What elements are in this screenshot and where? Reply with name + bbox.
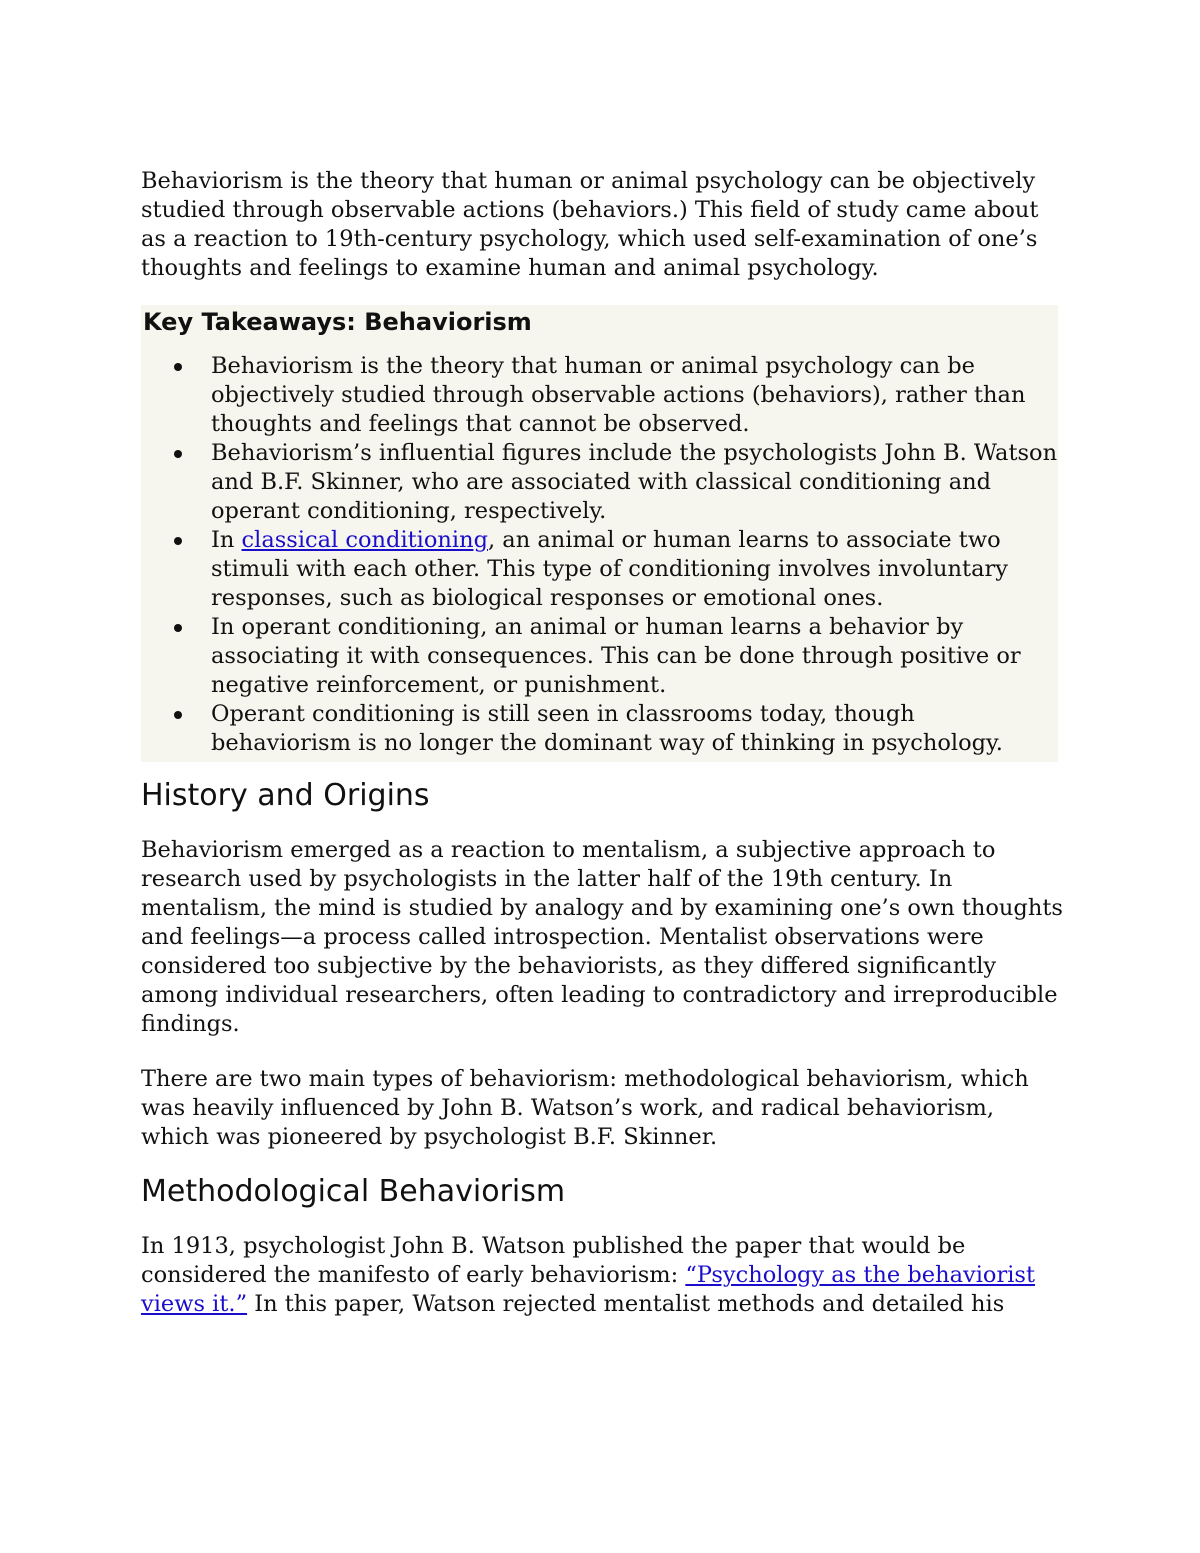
intro-paragraph: Behaviorism is the theory that human or animal psychology can be objectively studied through observable actions (behaviors.) This field of study came about as a reaction to 19th-century psychology, which used self-examination of one’s thoughts and feelings to examine human and animal psychology. xyxy=(141,168,1039,281)
list-item-text: Behaviorism is the theory that human or animal psychology can be objectively studied through observable actions (behaviors), rather than thoughts and feelings that cannot be observed. xyxy=(211,353,1026,437)
paragraph-text-after: In this paper, Watson rejected mentalist methods and detailed his xyxy=(247,1291,1005,1317)
list-item xyxy=(211,700,1058,758)
bullet-icon xyxy=(174,624,182,632)
list-item-text-before: In xyxy=(211,527,242,553)
methodological-heading: Methodological Behaviorism xyxy=(141,1174,566,1209)
methodological-paragraph xyxy=(141,1232,1066,1319)
key-takeaways-title: Key Takeaways: Behaviorism xyxy=(143,308,532,336)
key-takeaways-list xyxy=(141,352,1058,758)
watson-paper-link[interactable]: “Psychology as the behaviorist views it.” xyxy=(141,1262,1035,1317)
bullet-icon xyxy=(174,450,182,458)
history-paragraph-1: Behaviorism emerged as a reaction to mentalism, a subjective approach to research used by psychologists in the latter half of the 19th century. In mentalism, the mind is studied by analogy and by examining one’s own thoughts and feelings—a process called introspection. Mentalist observations were considered too subjective by the behaviorists, as they differed significantly among individual researchers, often leading to contradictory and irreproducible findings. xyxy=(141,837,1063,1037)
list-item-text: Behaviorism’s influential figures include the psychologists John B. Watson and B.F. Skinner, who are associated with classical conditioning and operant conditioning, respectively. xyxy=(211,440,1058,524)
bullet-icon xyxy=(174,363,182,371)
list-item-text: In operant conditioning, an animal or human learns a behavior by associating it with consequences. This can be done through positive or negative reinforcement, or punishment. xyxy=(211,614,1021,698)
history-paragraph-2: There are two main types of behaviorism: methodological behaviorism, which was heavily influenced by John B. Watson’s work, and radical behaviorism, which was pioneered by psychologist B.F. Skinner. xyxy=(141,1066,1029,1150)
history-heading: History and Origins xyxy=(141,778,430,813)
key-takeaways-box xyxy=(141,305,1058,762)
classical-conditioning-link[interactable]: classical conditioning xyxy=(241,527,488,553)
list-item xyxy=(211,352,1058,439)
list-item-text-after: , an animal or human learns to associate two stimuli with each other. This type of conditioning involves involuntary responses, such as biological responses or emotional ones. xyxy=(211,527,1008,611)
bullet-icon xyxy=(174,537,182,545)
bullet-icon xyxy=(174,711,182,719)
list-item xyxy=(211,613,1058,700)
list-item-text: Operant conditioning is still seen in classrooms today, though behaviorism is no longer the dominant way of thinking in psychology. xyxy=(211,701,1003,756)
list-item xyxy=(211,439,1058,526)
paragraph-text-before: In 1913, psychologist John B. Watson published the paper that would be considered the manifesto of early behaviorism: xyxy=(141,1233,966,1288)
list-item xyxy=(211,526,1058,613)
document-page xyxy=(141,167,1066,1319)
